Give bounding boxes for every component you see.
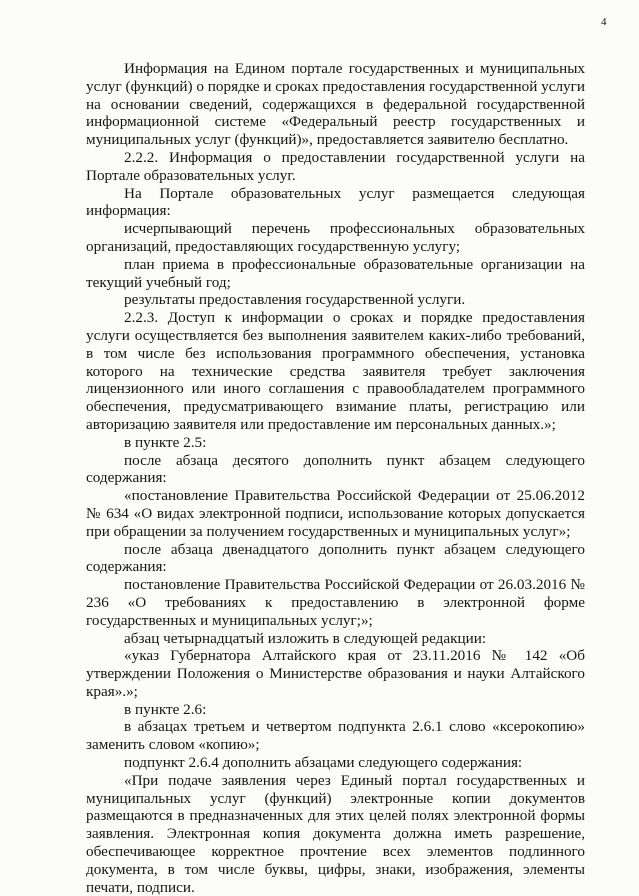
page-number: 4 — [601, 16, 607, 28]
paragraph: подпункт 2.6.4 дополнить абзацами следующего содержания: — [124, 754, 523, 772]
paragraph: план приема в профессиональные образовательные организации на текущий учебный год; — [86, 255, 585, 291]
paragraph: «постановление Правительства Российской Федерации от 25.06.2012 № 634 «О видах электронной подписи, использование которых допускается при обращении за получением государственных и муниципальных услуг»; — [86, 487, 585, 540]
paragraph: после абзаца десятого дополнить пункт абзацем следующего содержания: — [86, 451, 585, 487]
paragraph: Информация на Едином портале государственных и муниципальных услуг (функций) о порядке и сроках предоставления государственной услуги на основании сведений, содержащихся в федеральной государственной информационной системе «Федеральный реестр государственных и муниципальных услуг (функций)», предоставляется заявителю бесплатно. — [86, 60, 585, 149]
paragraph: 2.2.2. Информация о предоставлении государственной услуги на Портале образовательных услуг. — [86, 148, 585, 184]
paragraph: в пункте 2.6: — [124, 700, 207, 718]
paragraph: исчерпывающий перечень профессиональных образовательных организаций, предоставляющих государственную услугу; — [86, 220, 585, 255]
paragraph: «указ Губернатора Алтайского края от 23.11.2016 № 142 «Об утверждении Положения о Министерстве образования и науки Алтайского края».»; — [86, 647, 585, 700]
paragraph: абзац четырнадцатый изложить в следующей редакции: — [124, 629, 487, 647]
paragraph: На Портале образовательных услуг размещается следующая информация: — [86, 184, 585, 220]
document-body — [86, 60, 585, 896]
paragraph: «При подаче заявления через Единый портал государственных и муниципальных услуг (функций) электронные копии документов размещаются в предназначенных для этих целей полях электронной формы заявления. Электронная копия документа должна иметь разрешение, обеспечивающее корректное прочтение всех элементов подлинного документа, в том числе буквы, цифры, знаки, изображения, элементы печати, подписи. — [86, 771, 585, 896]
paragraph: постановление Правительства Российской Федерации от 26.03.2016 № 236 «О требованиях к предоставлению в электронной форме государственных и муниципальных услуг;»; — [86, 576, 585, 629]
paragraph: 2.2.3. Доступ к информации о сроках и порядке предоставления услуги осуществляется без выполнения заявителем каких-либо требований, в том числе без использования программного обеспечения, установка которого на технические средства заявителя требует заключения лицензионного или иного соглашения с правообладателем программного обеспечения, предусматривающего взимание платы, регистрацию или авторизацию заявителя или предоставление им персональных данных.»; — [86, 309, 585, 433]
paragraph: результаты предоставления государственной услуги. — [124, 291, 466, 309]
paragraph: в абзацах третьем и четвертом подпункта 2.6.1 слово «ксерокопию» заменить словом «копию»; — [86, 718, 585, 754]
paragraph: в пункте 2.5: — [124, 433, 207, 451]
paragraph: после абзаца двенадцатого дополнить пункт абзацем следующего содержания: — [86, 540, 585, 576]
